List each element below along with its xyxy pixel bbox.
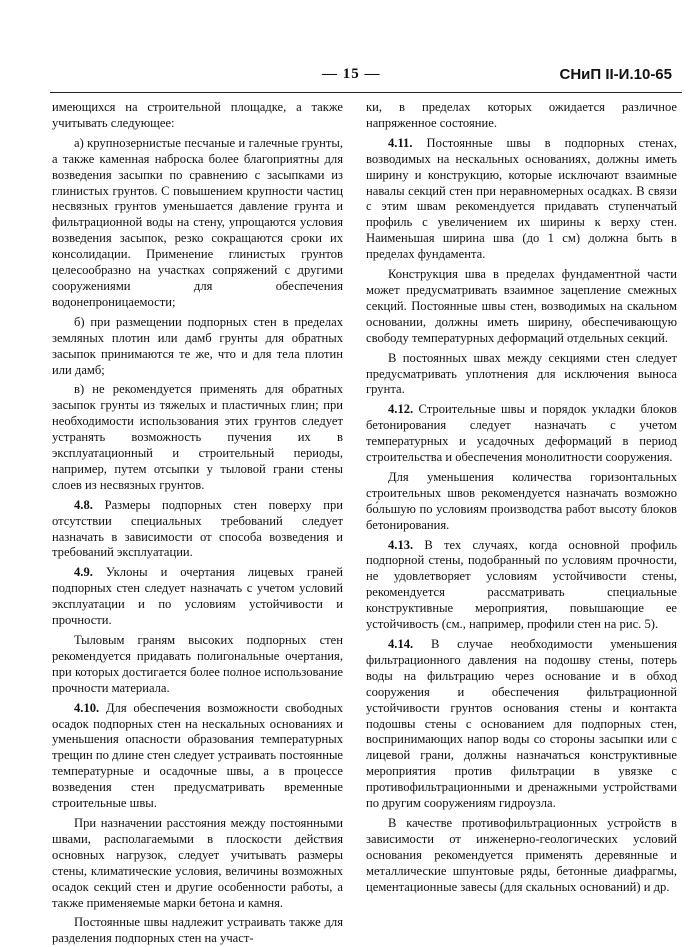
paragraph-text: Конструкция шва в пределах фундаментной части может предусматривать взаимное зацепление смежных секций. Постоянные швы стен, возводимых на скальном основании, должны иметь ширину, обеспечивающую свободу температурных деформаций отдельных секций.	[366, 267, 677, 345]
paragraph	[52, 915, 343, 947]
clause-number: 4.8.	[74, 497, 93, 512]
paragraph	[366, 637, 677, 812]
page-number: — 15 —	[322, 66, 381, 82]
right-column	[366, 100, 677, 896]
paragraph-text: В случае необходимости уменьшения фильтрационного давления на подошву стены, потерь воды на фильтрацию через основание и в обход сооружения и обеспечения фильтрационной устойчивости грунтов основания стены и контакта подошвы стены с основанием для подпорных стен, воспринимающих напор воды со стороны засыпки или с лицевой грани, должны назначаться конструктивные мероприятия против фильтрации в увязке с противофильтрационными и дренажными устройствами по другим сооружениям гидроузла.	[366, 637, 677, 811]
paragraph-text: При назначении расстояния между постоянными швами, располагаемыми в плоскости действия основных нагрузок, следует учитывать размеры стены, климатические условия, величины возможных осадок секций стен и другие особенности работы, а также применяемые марки бетона и камня.	[52, 815, 343, 910]
paragraph	[366, 100, 677, 132]
clause-number: 4.10.	[74, 700, 100, 715]
paragraph-text: В тех случаях, когда основной профиль подпорной стены, подобранный по условиям прочности, не удовлетворяет условиям устойчивости стены, рекомендуется рассматривать специальные конструктивные мероприятия, повышающие ее устойчивость (см., например, профили стен на рис. 5).	[366, 537, 677, 632]
paragraph-text: Уклоны и очертания лицевых граней подпорных стен следует назначать с учетом условий эксплуатации и по условиям устойчивости и прочности.	[52, 565, 343, 628]
paragraph	[52, 701, 343, 812]
page-header	[52, 66, 678, 88]
paragraph-text: Размеры подпорных стен поверху при отсутствии специальных требований следует назначать в зависимости от способа возведения и требований эксплуатации.	[52, 497, 344, 560]
paragraph	[366, 402, 677, 466]
paragraph-text: Для обеспечения возможности свободных осадок подпорных стен на нескальных основаниях и уменьшения опасности образования температурных трещин по длине стен следует устраивать постоянные температурные и осадочные швы, а в процессе возведения стен предусматривать временные строительные швы.	[52, 700, 343, 811]
paragraph-text: имеющихся на строительной площадке, а также учитывать следующее:	[52, 100, 343, 130]
paragraph-text: Постоянные швы надлежит устраивать также для разделения подпорных стен на участ-	[52, 915, 343, 946]
paragraph	[52, 100, 343, 132]
paragraph	[52, 565, 343, 629]
left-column	[52, 100, 343, 947]
clause-number: 4.12.	[388, 402, 414, 417]
paragraph	[52, 498, 343, 562]
paragraph-text: Строительные швы и порядок укладки блоков бетонирования следует назначать с учетом температурных и усадочных деформаций в период строительства и обеспечения монолитности сооружения.	[366, 402, 677, 465]
paragraph-text: Постоянные швы в подпорных стенах, возводимых на нескальных основаниях, должны иметь ширину и конструкцию, которые исключают взаимные навалы секций стен при неравномерных осадках. В связи с этим швам рекомендуется придавать ступенчатый профиль с увеличением их ширины к верху стен. Наименьшая ширина шва (до 1 см) должна быть в пределах фундамента.	[366, 135, 677, 262]
paragraph	[366, 136, 677, 263]
clause-number: 4.13.	[388, 537, 414, 552]
paragraph	[52, 315, 343, 379]
clause-number: 4.11.	[388, 135, 413, 150]
paragraph	[52, 136, 343, 311]
paragraph	[366, 816, 677, 896]
paragraph-text: а) крупнозернистые песчаные и галечные грунты, а также каменная наброска более благоприятны для возведения засыпки по сравнению с засыпками из глинистых грунтов. С повышением крупности частиц несвязных грунтов уменьшается давление грунта и фильтрационной воды на стену, упрощаются условия возведения засыпок, резко сокращаются сроки их консолидации. Применение глинистых грунтов целесообразно на участках сопряжений с другими сооружениями для обеспечения водонепроницаемости;	[52, 135, 343, 309]
header-rule	[50, 92, 682, 93]
paragraph	[52, 816, 343, 911]
document-code: СНиП II-И.10-65	[559, 66, 672, 83]
paragraph-text: б) при размещении подпорных стен в пределах земляных плотин или дамб грунты для обратных засыпок принимаются те же, что и для тела плотин или дамб;	[52, 314, 343, 377]
paragraph	[366, 538, 677, 633]
paragraph-text: ки, в пределах которых ожидается различное напряженное состояние.	[366, 100, 677, 130]
paragraph-text: В качестве противофильтрационных устройств в зависимости от инженерно-геологических условий основания рекомендуется применять деревянные и металлические шпунтовые ряды, бетонные диафрагмы, цементационные завесы (для скальных оснований) и др.	[366, 815, 677, 894]
paragraph	[52, 633, 343, 697]
clause-number: 4.9.	[74, 565, 93, 580]
paragraph-text: в) не рекомендуется применять для обратных засыпок грунты из тяжелых и пластичных глин; при необходимости использования этих грунтов следует устранять возможность пучения их в эксплуатационный и строительный периоды, например, путем отсыпки у тыловой грани стены слоев из несвязных грунтов.	[52, 382, 343, 492]
paragraph	[366, 267, 677, 347]
paragraph	[366, 351, 677, 399]
paragraph	[52, 382, 343, 493]
paragraph	[366, 470, 677, 534]
paragraph-text: Тыловым граням высоких подпорных стен рекомендуется придавать полигональные очертания, при которых достигается более полное использование прочности материала.	[52, 633, 343, 695]
paragraph-text: Для уменьшения количества горизонтальных строительных швов рекомендуется назначать возможно бо́льшую по условиям производства работ высоту блоков бетонирования.	[366, 469, 677, 532]
paragraph-text: В постоянных швах между секциями стен следует предусматривать уплотнения для исключения выноса грунта.	[366, 350, 677, 397]
clause-number: 4.14.	[388, 637, 414, 651]
